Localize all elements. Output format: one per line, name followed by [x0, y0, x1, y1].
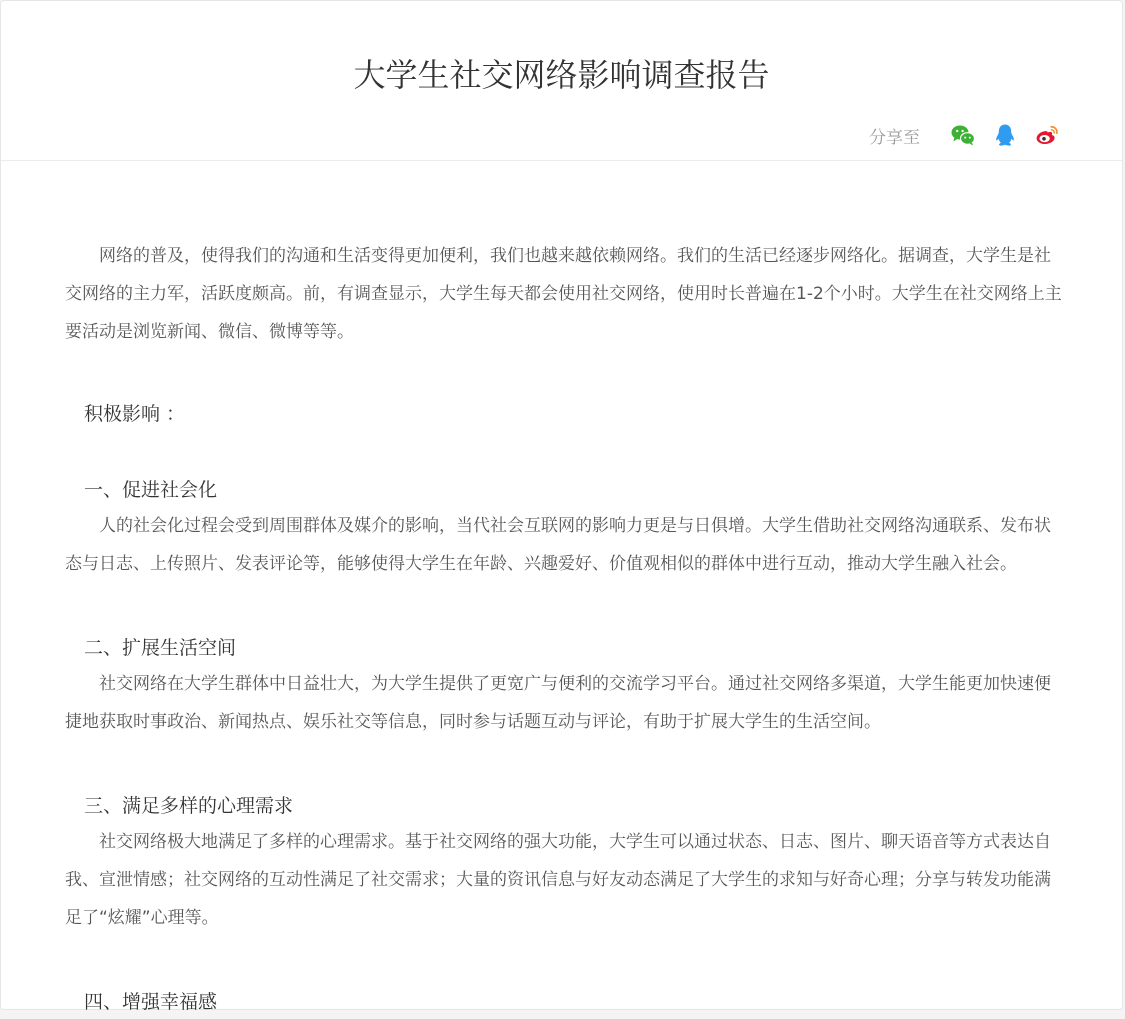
- positive-impact-label: 积极影响 ：: [84, 403, 186, 425]
- section-paragraph: 社交网络在大学生群体中日益壮大，为大学生提供了更宽广与便利的交流学习平台。通过社交网络多渠道，大学生能更加快速便捷地获取时事政治、新闻热点、娱乐社交等信息，同时参与话题互动与评论，有助于扩展大学生的生活空间。: [65, 674, 1051, 732]
- section: [65, 789, 1065, 937]
- wechat-icon[interactable]: [950, 122, 976, 148]
- section-paragraph: 社交网络极大地满足了多样的心理需求。基于社交网络的强大功能，大学生可以通过状态、日志、图片、聊天语音等方式表达自我、宣泄情感；社交网络的互动性满足了社交需求；大量的资讯信息与好友动态满足了大学生的求知与好奇心理；分享与转发功能满足了“炫耀”心理等。: [65, 832, 1051, 928]
- section-paragraph: 人的社会化过程会受到周围群体及媒介的影响，当代社会互联网的影响力更是与日俱增。大学生借助社交网络沟通联系、发布状态与日志、上传照片、发表评论等，能够使得大学生在年龄、兴趣爱好、价值观相似的群体中进行互动，推动大学生融入社会。: [65, 516, 1051, 574]
- qq-icon[interactable]: [992, 122, 1018, 148]
- section: [65, 985, 1065, 1019]
- share-label: 分享至: [869, 127, 920, 148]
- section-heading: 一、促进社会化: [84, 479, 218, 501]
- section: [65, 631, 1065, 741]
- article-header: [1, 1, 1122, 161]
- intro-paragraph: 网络的普及，使得我们的沟通和生活变得更加便利，我们也越来越依赖网络。我们的生活已经逐步网络化。据调查，大学生是社交网络的主力军，活跃度颇高。前，有调查显示，大学生每天都会使用社交网络，使用时长普遍在1-2个小时。大学生在社交网络上主要活动是浏览新闻、微信、微博等等。: [65, 246, 1062, 342]
- article-body: [65, 237, 1065, 1019]
- page-title: 大学生社交网络影响调查报告: [353, 56, 770, 94]
- section: [65, 473, 1065, 583]
- section-heading: 二、扩展生活空间: [84, 637, 237, 659]
- share-bar: [869, 121, 1060, 149]
- section-heading: 四、增强幸福感: [84, 991, 218, 1013]
- weibo-icon[interactable]: [1034, 122, 1060, 148]
- section-heading: 三、满足多样的心理需求: [84, 795, 294, 817]
